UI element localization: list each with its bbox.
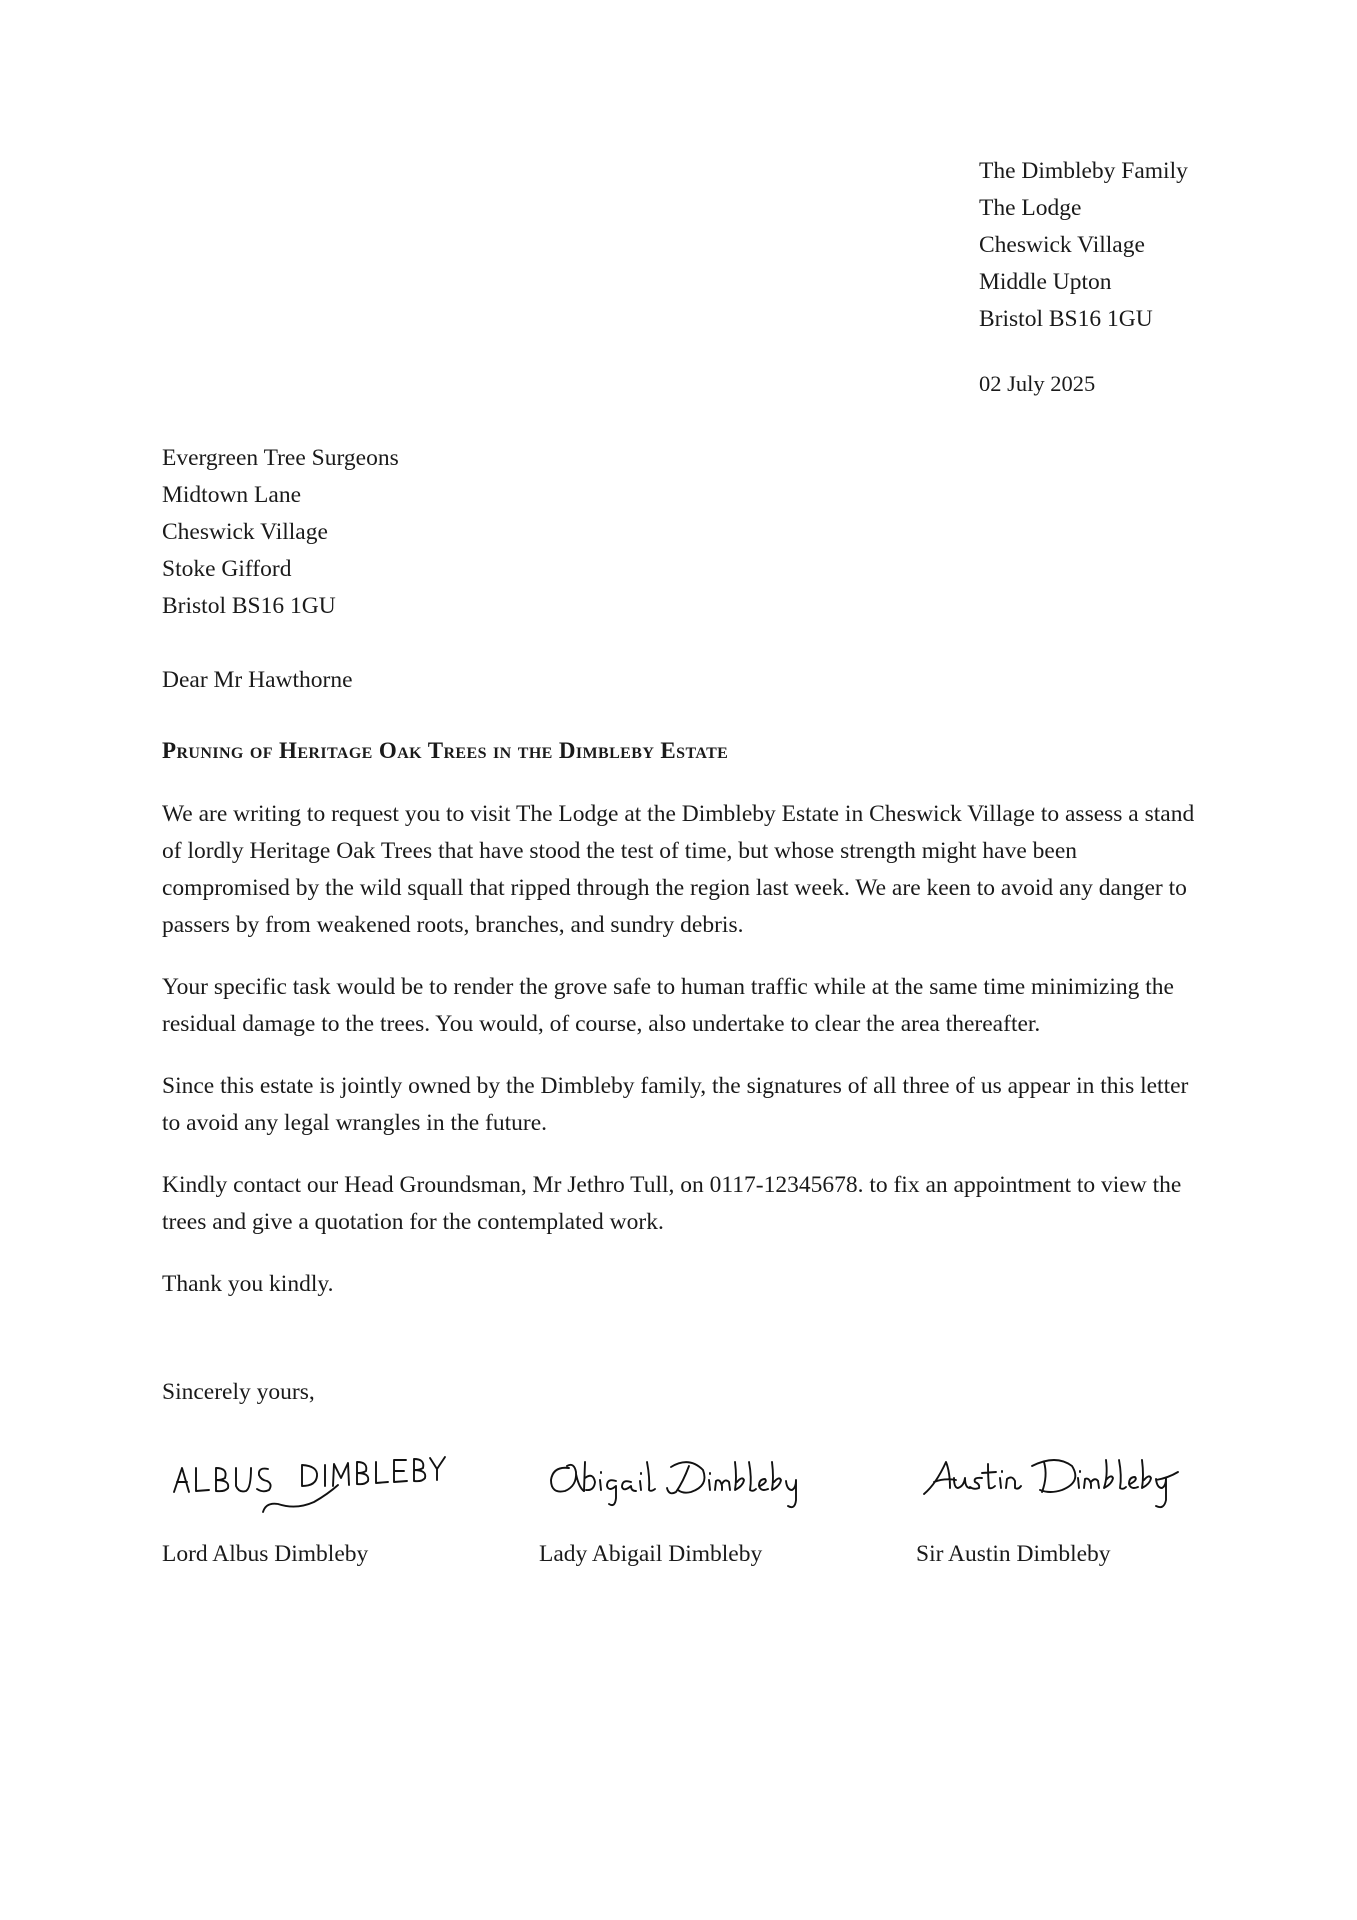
recipient-address-line: Stoke Gifford xyxy=(162,556,292,582)
sender-address-line: The Lodge xyxy=(979,195,1082,221)
signatory-name: Sir Austin Dimbleby xyxy=(916,1541,1111,1567)
salutation: Dear Mr Hawthorne xyxy=(162,667,353,693)
abigail-signature-image xyxy=(539,1448,859,1528)
closing: Sincerely yours, xyxy=(162,1379,315,1405)
body-paragraph: Since this estate is jointly owned by the Dimbleby family, the signatures of all three of us appear in this letter to avoid any legal wrangles in the future. xyxy=(162,1073,1189,1136)
sender-address-line: Bristol BS16 1GU xyxy=(979,306,1153,332)
albus-signature-image xyxy=(162,1448,482,1528)
body-paragraph: Thank you kindly. xyxy=(162,1271,334,1297)
recipient-address xyxy=(162,440,399,625)
body-paragraph: Your specific task would be to render the grove safe to human traffic while at the same time minimizing the residual damage to the trees. You would, of course, also undertake to clear the area thereafter. xyxy=(162,974,1174,1037)
signatory-albus xyxy=(162,1448,482,1567)
sender-address-line: Cheswick Village xyxy=(979,232,1145,258)
signatory-austin xyxy=(916,1448,1236,1567)
signatory-name: Lady Abigail Dimbleby xyxy=(539,1541,763,1567)
letter-date: 02 July 2025 xyxy=(979,371,1096,396)
body-paragraph: We are writing to request you to visit The Lodge at the Dimbleby Estate in Cheswick Village to assess a stand of lordly Heritage Oak Trees that have stood the test of time, but whose strength might have been compromised by the wild squall that ripped through the region last week. We are keen to avoid any danger to passers by from weakened roots, branches, and sundry debris. xyxy=(162,801,1195,938)
austin-signature-image xyxy=(916,1448,1236,1528)
letter-body xyxy=(162,796,1202,1328)
recipient-address-line: Midtown Lane xyxy=(162,482,302,508)
recipient-address-line: Cheswick Village xyxy=(162,519,328,545)
recipient-address-line: Bristol BS16 1GU xyxy=(162,593,336,619)
recipient-address-line: Evergreen Tree Surgeons xyxy=(162,445,399,471)
body-paragraph: Kindly contact our Head Groundsman, Mr Jethro Tull, on 0117-12345678. to fix an appointment to view the trees and give a quotation for the contemplated work. xyxy=(162,1172,1182,1235)
signature-block xyxy=(162,1448,1202,1578)
signatory-name: Lord Albus Dimbleby xyxy=(162,1541,369,1567)
sender-address-line: The Dimbleby Family xyxy=(979,158,1188,184)
sender-address-line: Middle Upton xyxy=(979,269,1112,295)
subject-line: Pruning of Heritage Oak Trees in the Dimbleby Estate xyxy=(162,738,729,763)
sender-address xyxy=(979,153,1188,338)
signatory-abigail xyxy=(539,1448,859,1567)
